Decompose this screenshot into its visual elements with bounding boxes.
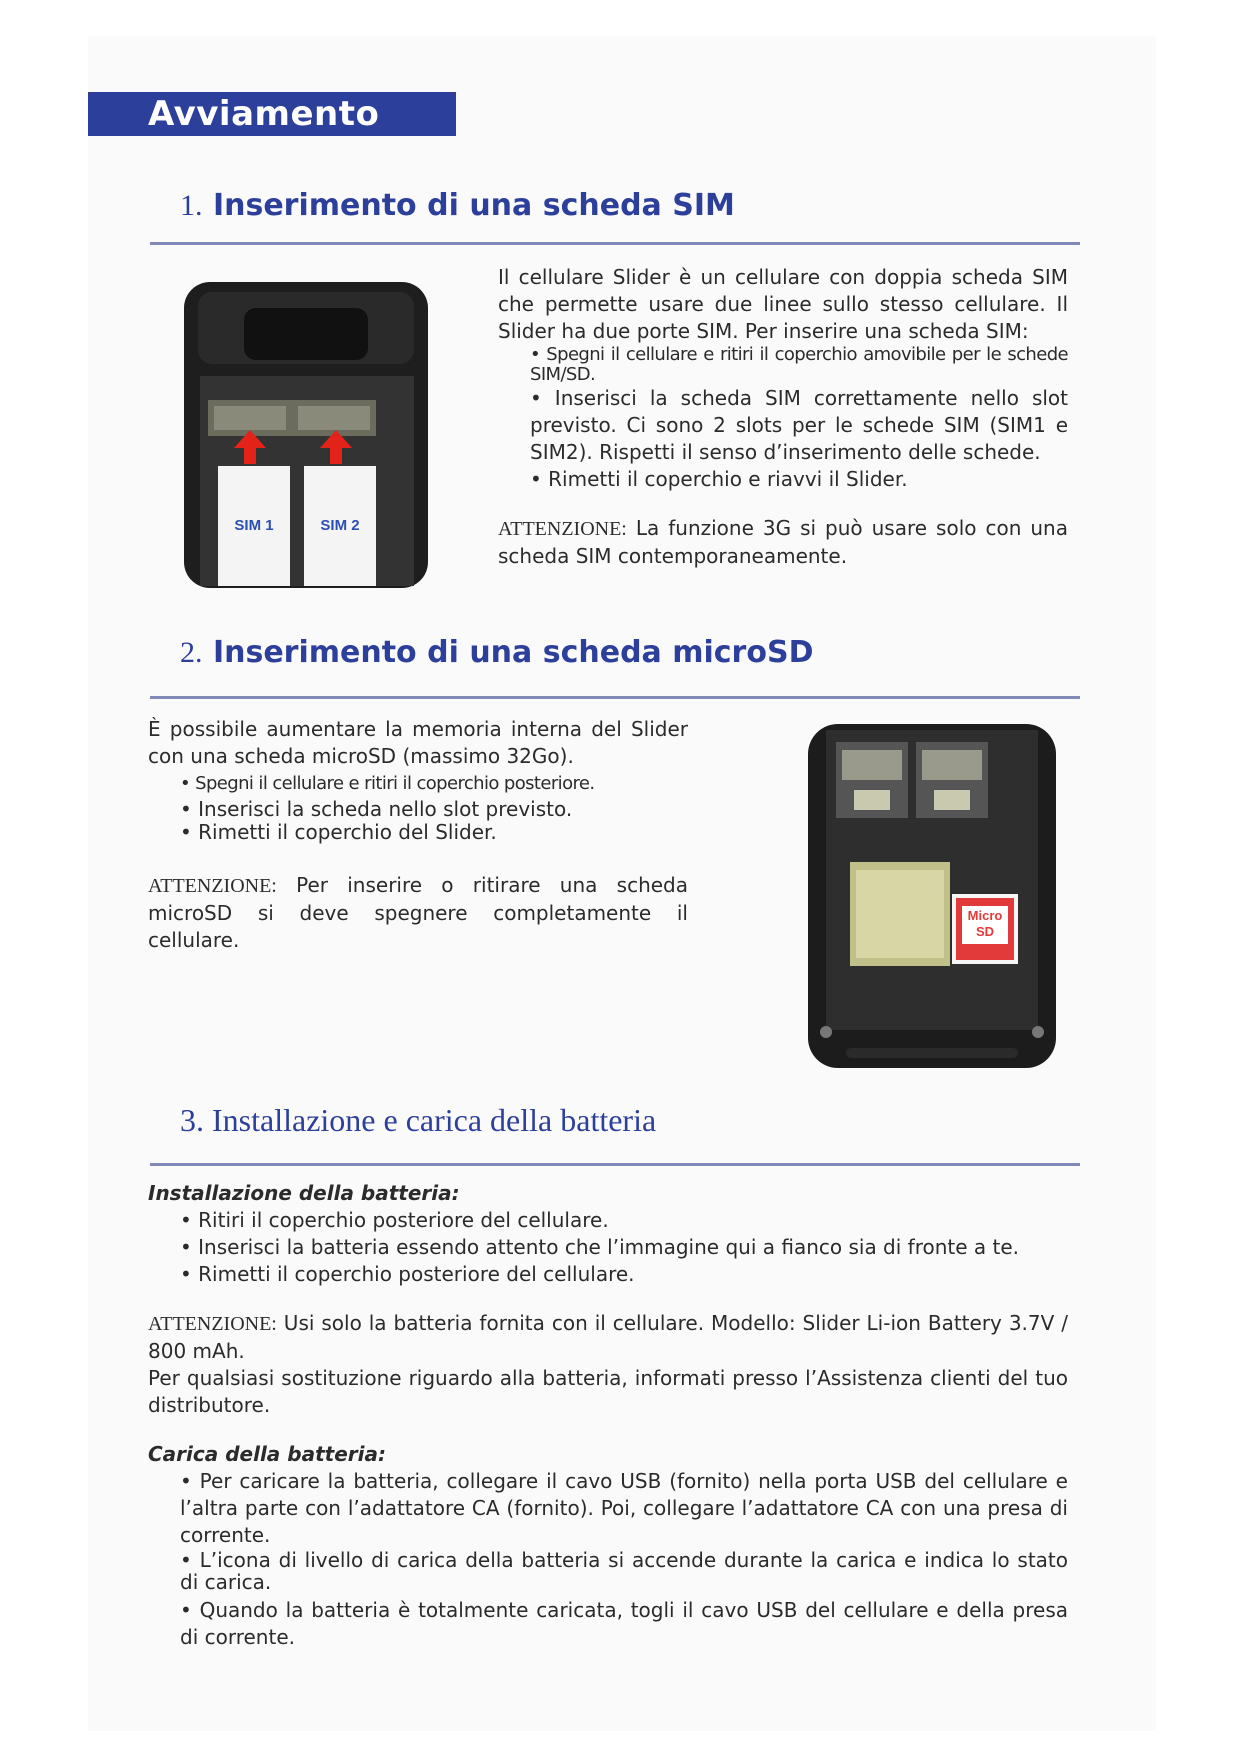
section-3-title: 3. Installazione e carica della batteria xyxy=(180,1102,657,1138)
section-1-body xyxy=(498,264,1068,570)
charge-bullet: • L’icona di livello di carica della batteria si accende durante la carica e indica lo stato di carica. xyxy=(180,1548,1068,1594)
section-1-bullet: • Inserisci la scheda SIM correttamente nello slot previsto. Ci sono 2 slots per le schede SIM (SIM1 e SIM2). Rispetti il senso d’inserimento delle schede. xyxy=(530,386,1068,464)
install-heading: Installazione della batteria: xyxy=(148,1181,460,1205)
sim-2-label: SIM 2 xyxy=(320,517,360,534)
install-bullet: • Ritiri il coperchio posteriore del cellulare. xyxy=(180,1208,609,1232)
section-2-bullet: • Rimetti il coperchio del Slider. xyxy=(180,820,497,844)
warning-label: ATTENZIONE: xyxy=(498,518,627,540)
battery-warning xyxy=(148,1310,1068,1365)
section-2-warning xyxy=(148,872,688,954)
section-3-divider xyxy=(150,1163,1080,1166)
install-bullet: • Inserisci la batteria essendo attento che l’immagine qui a fianco sia di fronte a te. xyxy=(180,1235,1020,1259)
sim-slots-photo xyxy=(182,280,430,590)
install-bullet: • Rimetti il coperchio posteriore del cellulare. xyxy=(180,1262,635,1286)
section-1-title: Inserimento di una scheda SIM xyxy=(212,188,735,223)
charge-heading: Carica della batteria: xyxy=(148,1442,386,1466)
section-2-bullet: • Inserisci la scheda nello slot previsto. xyxy=(180,797,573,821)
micro-label: Micro xyxy=(967,908,1003,923)
warning-text: La funzione 3G si può usare solo con una scheda SIM contemporaneamente. xyxy=(498,516,1068,568)
warning-text: Per inserire o ritirare una scheda microSD si deve spegnere completamente il cellulare. xyxy=(148,873,688,952)
section-2-divider xyxy=(150,696,1080,699)
section-banner xyxy=(88,92,456,136)
warning-label: ATTENZIONE: xyxy=(148,875,277,897)
battery-note: Per qualsiasi sostituzione riguardo alla batteria, informati presso l’Assistenza clienti del tuo distributore. xyxy=(148,1366,1068,1417)
section-3-body xyxy=(148,1180,1068,1651)
charge-bullet: • Quando la batteria è totalmente caricata, togli il cavo USB del cellulare e della presa di corrente. xyxy=(180,1598,1068,1649)
section-1-bullet: • Spegni il cellulare e ritiri il coperchio amovibile per le schede SIM/SD. xyxy=(530,344,1068,385)
section-2-heading xyxy=(180,635,813,670)
section-2-number: 2. xyxy=(180,636,203,669)
section-1-number: 1. xyxy=(180,189,203,222)
charge-bullet: • Per caricare la batteria, collegare il cavo USB (fornito) nella porta USB del cellulare e l’altra parte con l’adattatore CA (fornito). Poi, collegare l’adattatore CA con una presa di corrente. xyxy=(180,1469,1068,1547)
section-2-intro: È possibile aumentare la memoria interna del Slider con una scheda microSD (massimo 32Go). xyxy=(148,717,688,768)
banner-title: Avviamento xyxy=(148,94,380,134)
warning-text: Usi solo la batteria fornita con il cellulare. Modello: Slider Li-ion Battery 3.7V / 800 mAh. xyxy=(148,1311,1068,1363)
section-1-heading xyxy=(180,188,735,223)
section-1-warning xyxy=(498,515,1068,570)
section-1-intro: Il cellulare Slider è un cellulare con doppia scheda SIM che permette usare due linee sullo stesso cellulare. Il Slider ha due porte SIM. Per inserire una scheda SIM: xyxy=(498,265,1068,343)
section-2-title: Inserimento di una scheda microSD xyxy=(212,635,814,670)
microsd-slot-photo xyxy=(806,722,1058,1070)
section-1-divider xyxy=(150,242,1080,245)
sim-1-label: SIM 1 xyxy=(234,517,274,534)
section-2-body xyxy=(148,716,688,954)
section-1-bullet: • Rimetti il coperchio e riavvi il Slider. xyxy=(530,467,908,491)
section-2-bullet: • Spegni il cellulare e ritiri il coperchio posteriore. xyxy=(180,773,595,794)
sd-label: SD xyxy=(975,924,995,939)
warning-label: ATTENZIONE: xyxy=(148,1313,277,1335)
